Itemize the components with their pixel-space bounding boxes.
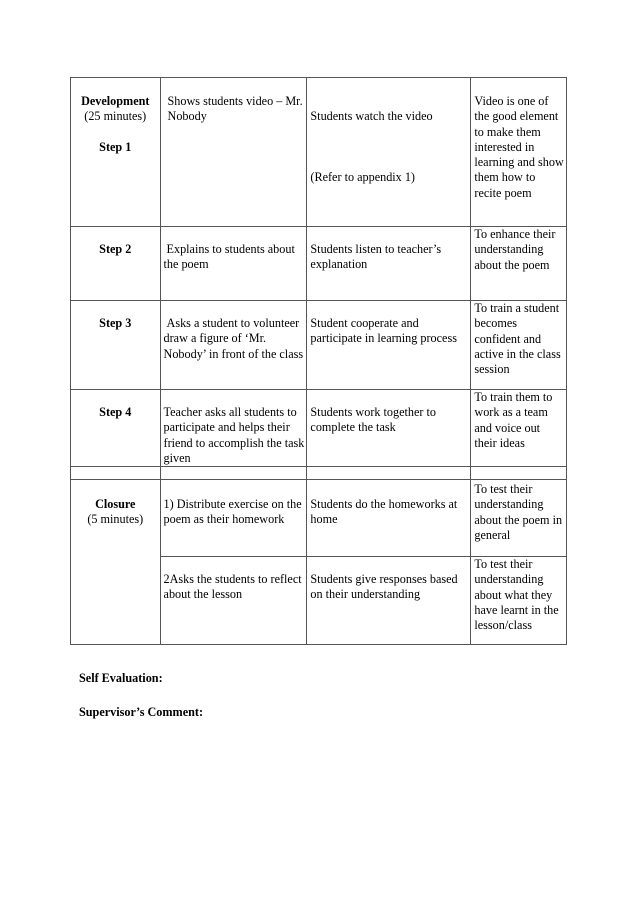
phase-duration: (5 minutes) bbox=[87, 512, 144, 527]
teacher-activity-cell bbox=[160, 301, 307, 390]
supervisor-comment-heading: Supervisor’s Comment: bbox=[79, 705, 203, 719]
student-activity: Student cooperate and participate in learning process bbox=[310, 316, 457, 346]
student-activity-cell bbox=[307, 557, 471, 645]
purpose-cell bbox=[471, 227, 567, 301]
student-activity: Students listen to teacher’s explanation bbox=[310, 242, 442, 272]
student-activity: Students work together to complete the task bbox=[310, 405, 436, 435]
table-row bbox=[71, 390, 567, 467]
purpose-text: To test their understanding about what they have learnt in the lesson/class bbox=[474, 557, 559, 633]
student-activity: Students give responses based on their understanding bbox=[310, 572, 458, 602]
empty-cell bbox=[160, 467, 307, 480]
step-cell bbox=[71, 390, 161, 467]
phase-cell bbox=[71, 78, 161, 227]
empty-cell bbox=[307, 467, 471, 480]
purpose-text: To train a student becomes confident and active in the class session bbox=[474, 301, 561, 377]
step-label: Step 3 bbox=[99, 316, 132, 330]
purpose-text: Video is one of the good element to make them interested in learning and show them how to recite poem bbox=[474, 94, 564, 200]
teacher-activity-cell bbox=[160, 227, 307, 301]
student-activity: Students do the homeworks at home bbox=[310, 497, 458, 527]
table-row bbox=[71, 301, 567, 390]
teacher-activity: Shows students video – Mr. Nobody bbox=[167, 94, 303, 124]
student-activity-cell bbox=[307, 301, 471, 390]
teacher-activity: 1) Distribute exercise on the poem as their homework bbox=[163, 497, 302, 527]
purpose-cell bbox=[471, 301, 567, 390]
purpose-cell bbox=[471, 390, 567, 467]
self-evaluation-heading: Self Evaluation: bbox=[79, 671, 163, 685]
purpose-text: To test their understanding about the poem in general bbox=[474, 482, 563, 543]
student-activity-cell bbox=[307, 480, 471, 557]
student-activity-cell bbox=[307, 78, 471, 227]
table-row bbox=[71, 78, 567, 227]
table-row bbox=[71, 227, 567, 301]
table-row bbox=[71, 480, 567, 557]
phase-cell bbox=[71, 480, 161, 645]
empty-row bbox=[71, 467, 567, 480]
student-activity-cell bbox=[307, 390, 471, 467]
teacher-activity-cell bbox=[160, 557, 307, 645]
step-cell bbox=[71, 301, 161, 390]
step-label: Step 1 bbox=[99, 139, 132, 154]
student-activity-reference: (Refer to appendix 1) bbox=[310, 170, 415, 185]
phase-label: Closure bbox=[95, 497, 136, 512]
empty-cell bbox=[71, 467, 161, 480]
teacher-activity: Asks a student to volunteer draw a figure of ‘Mr. Nobody’ in front of the class bbox=[163, 316, 304, 361]
teacher-activity: Teacher asks all students to participate and helps their friend to accomplish the task given bbox=[163, 405, 305, 465]
teacher-activity-cell bbox=[160, 480, 307, 557]
purpose-cell bbox=[471, 557, 567, 645]
purpose-text: To enhance their understanding about the poem bbox=[474, 227, 556, 272]
empty-cell bbox=[471, 467, 567, 480]
phase-label: Development bbox=[81, 94, 150, 108]
purpose-cell bbox=[471, 480, 567, 557]
phase-duration: (25 minutes) bbox=[84, 109, 147, 124]
step-label: Step 2 bbox=[99, 242, 132, 256]
teacher-activity: Explains to students about the poem bbox=[163, 242, 295, 272]
purpose-text: To train them to work as a team and voice out their ideas bbox=[474, 390, 553, 450]
step-label: Step 4 bbox=[99, 405, 132, 419]
lesson-plan-table bbox=[70, 77, 567, 645]
teacher-activity-cell bbox=[160, 390, 307, 467]
purpose-cell bbox=[471, 78, 567, 227]
student-activity-cell bbox=[307, 227, 471, 301]
teacher-activity: 2Asks the students to reflect about the lesson bbox=[163, 572, 302, 602]
step-cell bbox=[71, 227, 161, 301]
teacher-activity-cell bbox=[160, 78, 307, 227]
student-activity: Students watch the video bbox=[310, 109, 433, 123]
